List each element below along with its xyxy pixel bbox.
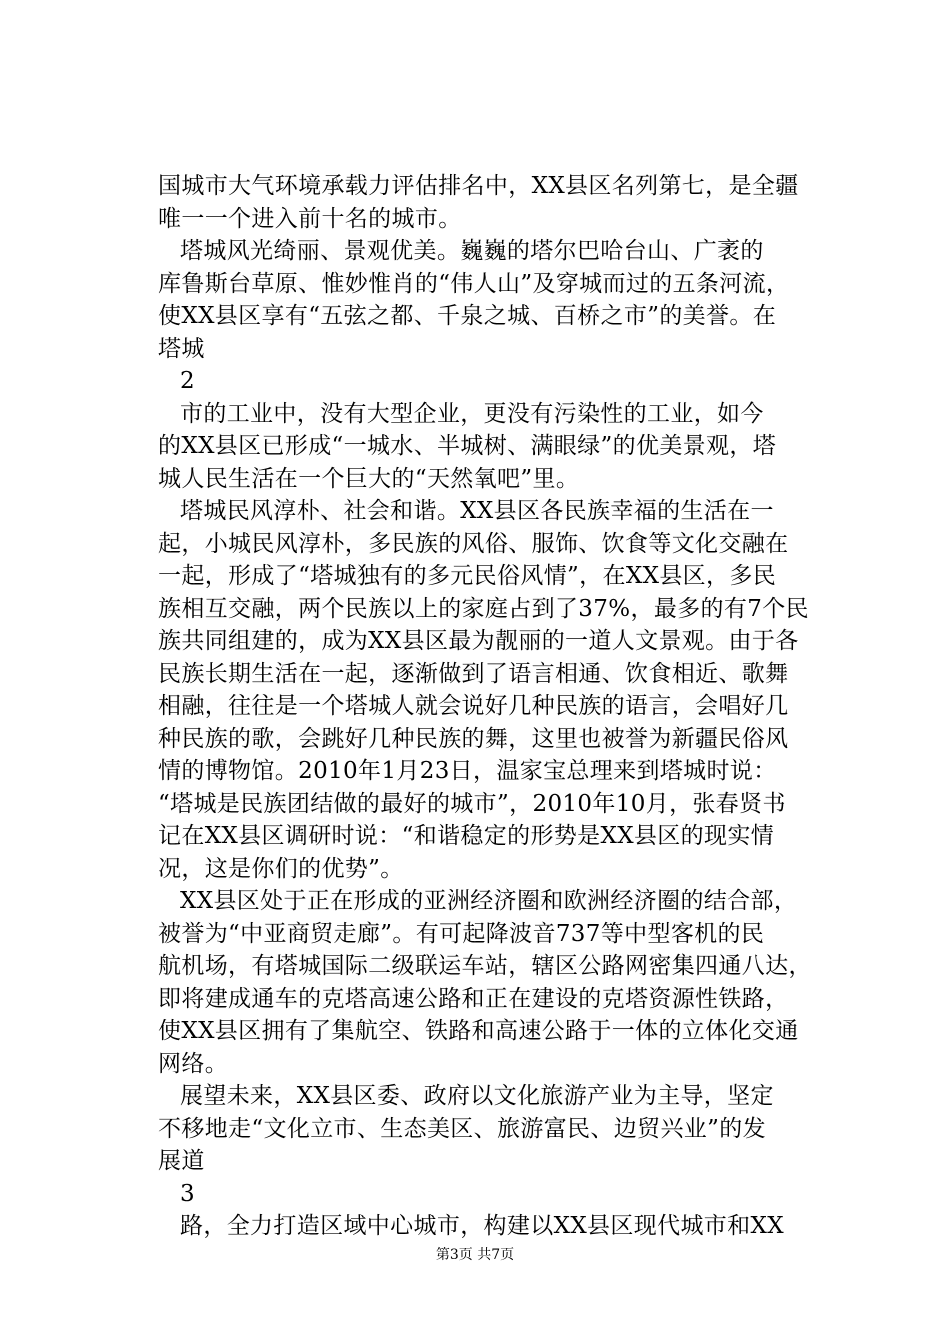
text-line: 记在XX县区调研时说：“和谐稳定的形势是XX县区的现实情 xyxy=(158,823,775,849)
text-line: 使XX县区拥有了集航空、铁路和高速公路于一体的立体化交通 xyxy=(158,1018,799,1044)
text-line: 的XX县区已形成“一城水、半城树、满眼绿”的优美景观，塔 xyxy=(158,433,777,459)
text-line: 使XX县区享有“五弦之都、千泉之城、百桥之市”的美誉。在 xyxy=(158,303,777,329)
paragraph-start-line: XX县区处于正在形成的亚洲经济圈和欧洲经济圈的结合部， xyxy=(180,888,798,914)
text-line: 一起，形成了“塔城独有的多元民俗风情”，在XX县区，多民 xyxy=(158,563,777,589)
page-number-marker: 3 xyxy=(180,1180,195,1207)
text-line: 唯一一个进入前十名的城市。 xyxy=(158,205,462,232)
text-line: 国城市大气环境承载力评估排名中，XX县区名列第七，是全疆 xyxy=(158,173,799,199)
text-line: 城人民生活在一个巨大的“天然氧吧”里。 xyxy=(158,465,580,492)
text-line: 族共同组建的，成为XX县区最为靓丽的一道人文景观。由于各 xyxy=(158,628,799,654)
text-line: 起，小城民风淳朴，多民族的风俗、服饰、饮食等文化交融在 xyxy=(158,530,789,557)
text-line: 民族长期生活在一起，逐渐做到了语言相通、饮食相近、歌舞 xyxy=(158,660,789,687)
paragraph-start-line: 塔城民风淳朴、社会和谐。XX县区各民族幸福的生活在一 xyxy=(180,498,774,524)
body-text xyxy=(158,170,838,1243)
text-line: “塔城是民族团结做的最好的城市”，2010年10月，张春贤书 xyxy=(158,790,786,817)
text-line: 被誉为“中亚商贸走廊”。有可起降波音737等中型客机的民 xyxy=(158,920,765,947)
text-line: 不移地走“文化立市、生态美区、旅游富民、边贸兴业”的发 xyxy=(158,1115,766,1142)
page-footer: 第3页 共7页 xyxy=(435,1247,515,1263)
text-line: 网络。 xyxy=(158,1050,229,1077)
paragraph-start-line: 塔城风光绮丽、景观优美。巍巍的塔尔巴哈台山、广袤的 xyxy=(180,238,764,264)
text-line: 族相互交融，两个民族以上的家庭占到了37%，最多的有7个民 xyxy=(158,595,809,622)
text-line: 库鲁斯台草原、惟妙惟肖的“伟人山”及穿城而过的五条河流， xyxy=(158,270,790,297)
paragraph-start-line: 市的工业中，没有大型企业，更没有污染性的工业，如今 xyxy=(180,400,764,427)
text-line: 即将建成通车的克塔高速公路和正在建设的克塔资源性铁路， xyxy=(158,985,789,1012)
text-line: 航机场，有塔城国际二级联运车站，辖区公路网密集四通八达， xyxy=(158,953,812,979)
text-line: 况，这是你们的优势”。 xyxy=(158,855,404,882)
text-line: 展道 xyxy=(158,1148,205,1174)
text-line: 情的博物馆。2010年1月23日，温家宝总理来到塔城时说： xyxy=(158,758,777,784)
page-number-marker: 2 xyxy=(180,368,195,394)
text-line: 相融，往往是一个塔城人就会说好几种民族的语言，会唱好几 xyxy=(158,693,789,719)
text-line: 种民族的歌，会跳好几种民族的舞，这里也被誉为新疆民俗风 xyxy=(158,725,789,752)
paragraph-start-line: 展望未来，XX县区委、政府以文化旅游产业为主导，坚定 xyxy=(180,1083,774,1109)
paragraph-start-line: 路，全力打造区域中心城市，构建以XX县区现代城市和XX xyxy=(180,1213,784,1239)
text-line: 塔城 xyxy=(158,335,205,362)
